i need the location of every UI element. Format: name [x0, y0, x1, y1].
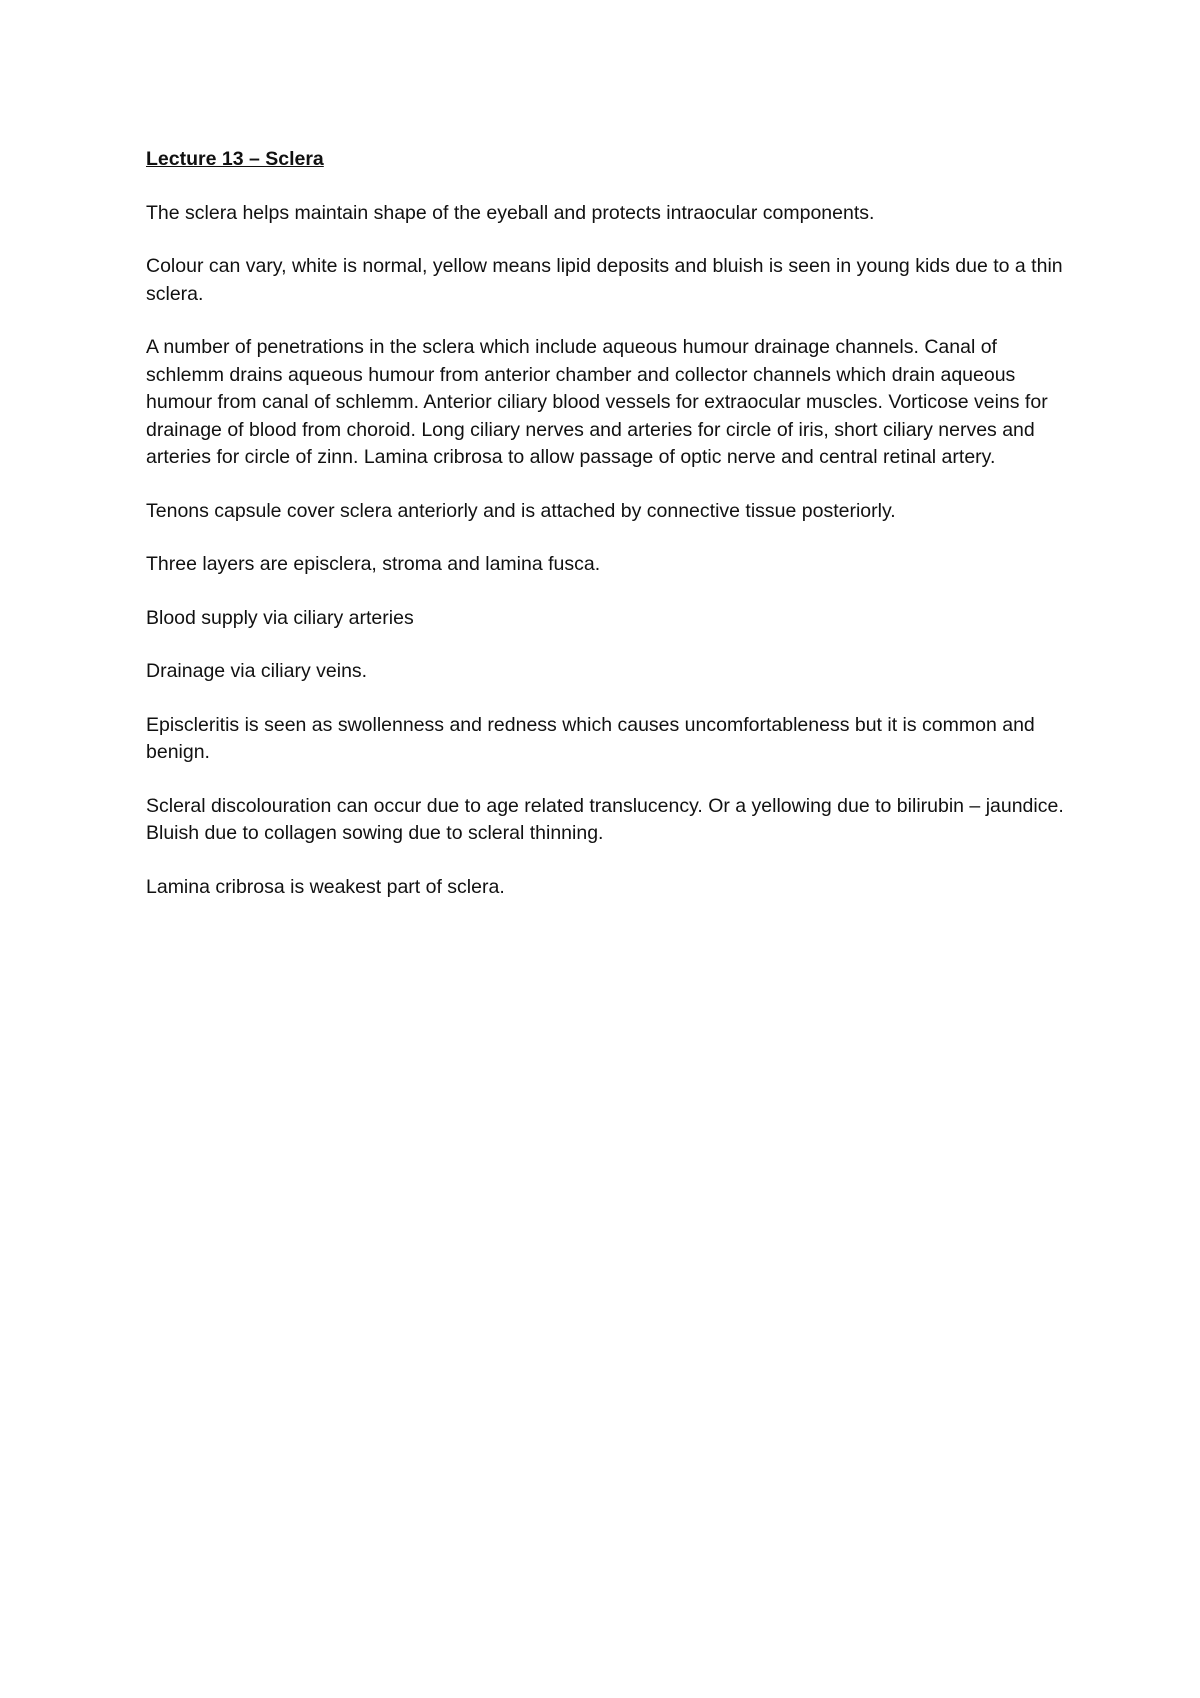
document-title: Lecture 13 – Sclera	[146, 148, 324, 170]
paragraph-episcleritis: Episcleritis is seen as swollenness and redness which causes uncomfortableness but it is common and benign.	[146, 713, 1035, 763]
paragraph-sclera-function: The sclera helps maintain shape of the eyeball and protects intraocular components.	[146, 201, 875, 224]
paragraph-colour: Colour can vary, white is normal, yellow means lipid deposits and bluish is seen in young kids due to a thin sclera.	[146, 255, 1063, 305]
paragraph-drainage: Drainage via ciliary veins.	[146, 660, 368, 682]
paragraph-discolouration: Scleral discolouration can occur due to age related translucency. Or a yellowing due to bilirubin – jaundice. Bluish due to collagen sowing due to scleral thinning.	[146, 794, 1064, 844]
document-body	[146, 146, 1066, 927]
paragraph-blood-supply: Blood supply via ciliary arteries	[146, 606, 414, 629]
paragraph-penetrations: A number of penetrations in the sclera which include aqueous humour drainage channels. Canal of schlemm drains aqueous humour from anterior chamber and collector channels which drain aqueous humour from canal of schlemm. Anterior ciliary blood vessels for extraocular muscles. Vorticose veins for drainage of blood from choroid. Long ciliary nerves and arteries for circle of iris, short ciliary nerves and arteries for circle of zinn. Lamina cribrosa to allow passage of optic nerve and central retinal artery.	[146, 336, 1048, 468]
paragraph-lamina-cribrosa: Lamina cribrosa is weakest part of sclera.	[146, 875, 505, 898]
paragraph-layers: Three layers are episclera, stroma and lamina fusca.	[146, 553, 601, 575]
paragraph-tenons-capsule: Tenons capsule cover sclera anteriorly and is attached by connective tissue posteriorly.	[146, 499, 896, 522]
